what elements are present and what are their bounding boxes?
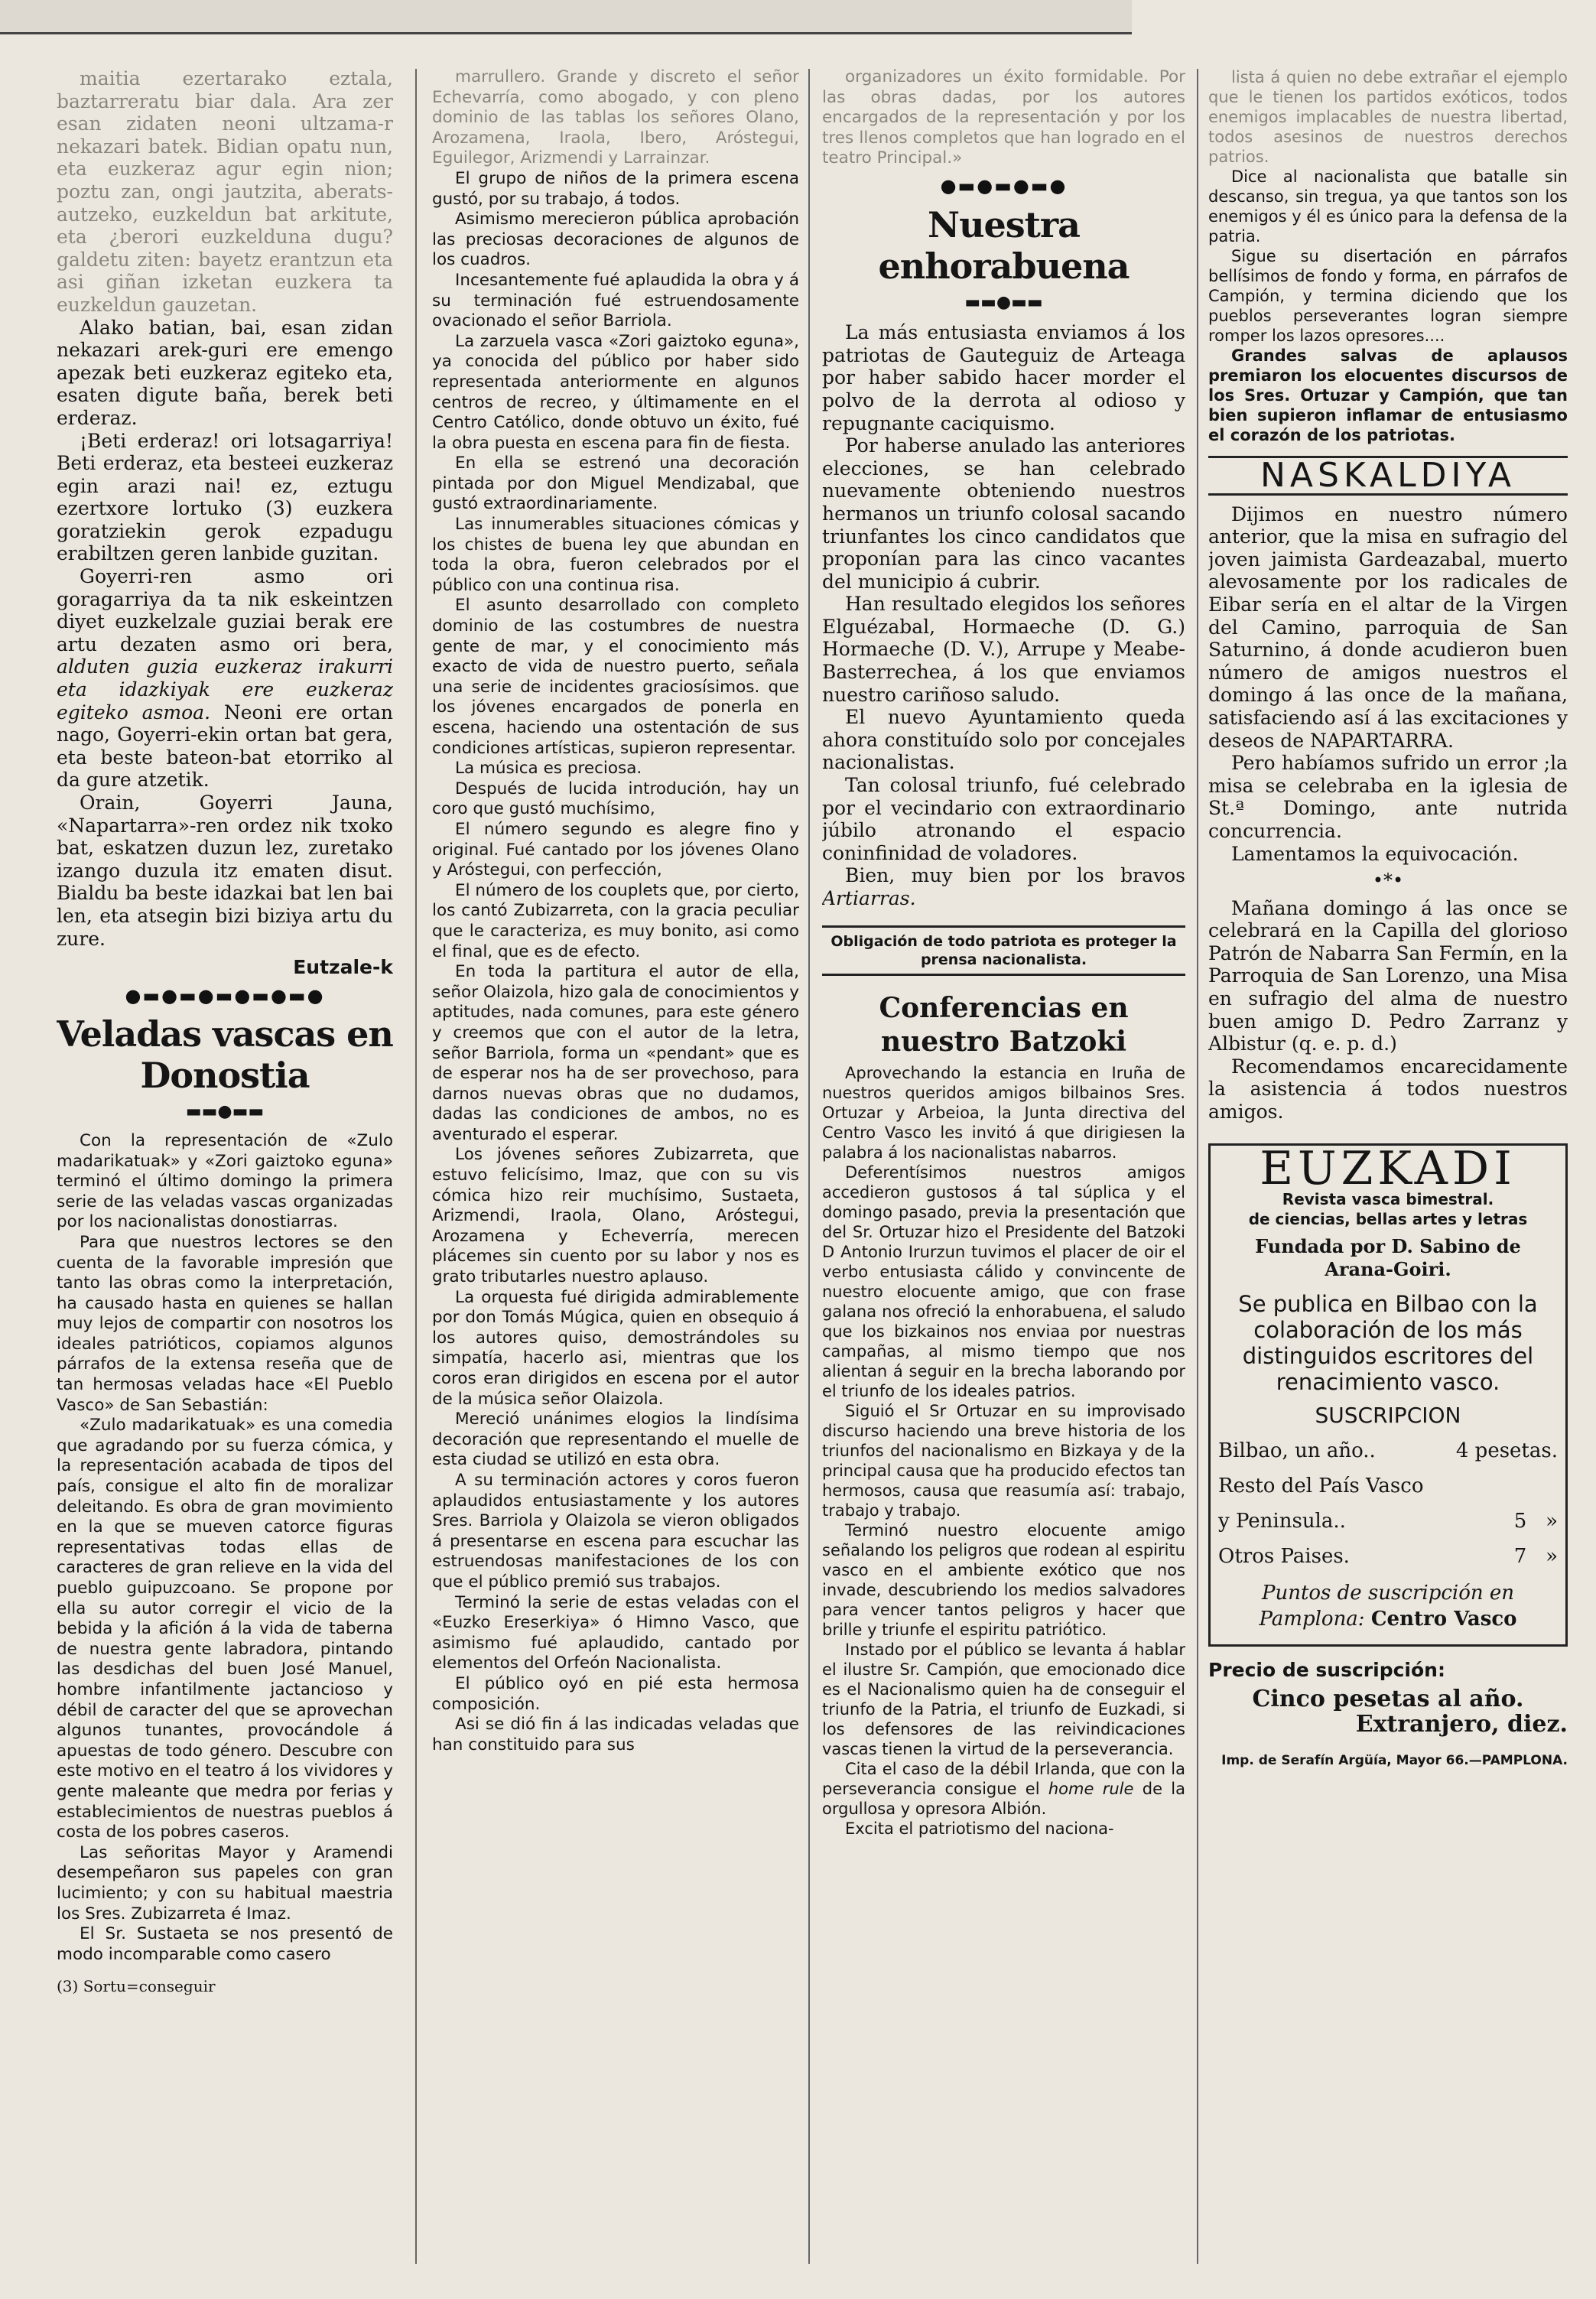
paragraph-text: de la orgullosa y opresora Albión. [822,1779,1185,1818]
italic-text: alduten guzia euzkeraz irakurri eta idazkiyak ere euzkeraz egiteko asmoa. [57,655,393,724]
article-paragraph: marrullero. Grande y discreto el señor Echevarría, como abogado, y con pleno dominio de las tablas los señores Olano, Arozamena, Iraola, Ibero, Aróstegui, Eguilegor, Arizmendi y Larrainzar. [432,67,799,168]
price-place: Otros Paises. [1218,1545,1350,1568]
article-paragraph: El nuevo Ayuntamiento queda ahora constituído solo por concejales nacionalistas. [822,706,1185,774]
article-paragraph: A su terminación actores y coros fueron aplaudidos entusiastamente y los autores Sres. Barriola y Olaizola se vieron obligados á presentarse en escena para escuchar las estruendosas manifestaciones de los con que el público premió sus trabajos. [432,1470,799,1592]
article-paragraph: Después de lucida introdución, hay un coro que gustó muchísimo, [432,779,799,819]
advert-title: EUZKADI [1260,1141,1516,1195]
article-paragraph: Terminó la serie de estas veladas con el «Euzko Ereserkiya» ó Himno Vasco, que asimismo fué aplaudido, cantado por elementos del Orfeón Nacionalista. [432,1592,799,1673]
article-paragraph: Alako batian, bai, esan zidan nekazari arek-guri ere emengo apezak beti euzkeraz egiteko eta, esaten digute baña, berek beti erderaz. [57,316,393,429]
article-paragraph: Sigue su disertación en párrafos bellísimos de fondo y forma, en párrafos de Campión, y termina diciendo que los pueblos perseverantes logran siempre romper los lazos opresores.... [1208,247,1568,345]
advert-subtitle: de ciencias, bellas artes y letras [1248,1210,1528,1229]
article-paragraph: Dijimos en nuestro número anterior, que la misa en sufragio del joven jaimista Gardeazabal, muerto alevosamente por los radicales de Eibar sería en el altar de la Virgen del Camino, parroquia de San Saturnino, á donde acudieron buen número de amigos nuestros el domingo á las once de la mañana, satisfaciendo así á las excitaciones y deseos de NAPARTARRA. [1208,502,1568,752]
article-paragraph: Dice al nacionalista que batalle sin descanso, sin tregua, ya que tantos son los enemigos y él es único para la defensa de la patria. [1208,167,1568,246]
article-paragraph: organizadores un éxito formidable. Por las obras dadas, por los autores encargados de la representación y por los tres llenos completos que han logrado en el teatro Principal.» [822,67,1185,168]
italic-text: home rule [1048,1779,1134,1798]
ornament-small: ▬▬●▬▬ [964,292,1043,312]
advert-suscripcion: SUSCRIPCION [1315,1403,1461,1429]
article-paragraph: Han resultado elegidos los señores Elguézabal, Hormaeche (D. G.) Hormaeche (D. V.), Arrupe y Meabe-Basterrechea, á los que enviamos nuestro cariñoso saludo. [822,593,1185,706]
article-title: Veladas vascas en Donostia [57,1013,393,1097]
article-paragraph: Grandes salvas de aplausos premiaron los elocuentes discursos de los Sres. Ortuzar y Campión, que tan bien supieron inflamar de entusiasmo el corazón de los patriotas. [1208,346,1568,444]
advert-founded: Fundada por D. Sabino de Arana-Goiri. [1255,1235,1521,1280]
article-paragraph: La orquesta fué dirigida admirablemente por don Tomás Múgica, quien en obsequio á los autores quiso, demostrándoles su simpatía, hacerlo asi, mientras que los coros eran dirigidos en escena por el autor de la música señor Olaizola. [432,1287,799,1409]
article-paragraph: La música es preciosa. [455,759,642,779]
article-paragraph: Con la representación de «Zulo madarikatuak» y «Zori gaiztoko eguna» terminó el último domingo la primera serie de las veladas vascas organizadas por los nacionalistas donostiarras. [57,1130,393,1232]
subscription-label: Precio de suscripción: [1208,1659,1445,1681]
notice-box: Obligación de todo patriota es proteger la prensa nacionalista. [822,925,1185,976]
article-paragraph: Siguió el Sr Ortuzar en su improvisado discurso haciendo una breve historia de los triunfos del nacionalismo en Bizkaya y de la principal causa que ha producido efectos tan hermosos, causa que reasumía así: trabajo, trabajo y trabajo. [822,1401,1185,1520]
column-1 [57,67,393,2262]
paragraph-text: Goyerri-ren asmo ori goragarriya da ta nik eskeintzen diyet euzkelzale guziai berak ere artu dezaten asmo ori bera, [57,565,393,655]
article-paragraph: Las innumerables situaciones cómicas y los chistes de buena ley que abundan en toda la obra, fueron celebrados por el público con una continua risa. [432,515,799,595]
article-paragraph: «Zulo madarikatuak» es una comedia que agradando por su fuerza cómica, y la representación acabada de tipos del país, consigue el alto fin de moralizar deleitando. Es obra de gran movimiento en la que se mueven catorce figuras representativas todas ellas de caracteres de gran relieve en la vida del pueblo guipuzcoano. Se propone por ella su autor corregir el vicio de la bebida y la afición á la vida de taberna de nuestra gente labradora, pintando las desdichas del buen José Manuel, hombre infantilmente jactancioso y débil de caracter del que se aprovechan algunos tunantes, provocándole á apuestas de todo género. Descubre con este motivo en el teatro á los vividores y gente maleante que medra por ferias y establecimientos de nuestras pueblos á costa de los pobres caseros. [57,1416,393,1842]
ornament-divider: ●▬●▬●▬● [940,174,1068,197]
article-paragraph: Deferentísimos nuestros amigos accedieron gustosos á tal súplica y el domingo pasado, previa la presentación que del Sr. Ortuzar hizo el Presidente del Batzoki D Antonio Irurzun tuvimos el placer de oir el verbo entusiasta cálido y convincente de nuestro elocuente amigo, que con frase galana nos ofreció la enhorabuena, el saludo que los bizkainos nos enviaa por nuestras campañas, al mismo tiempo que nos alientan á seguir en la brecha laborando por el triunfo de los ideales patrios. [822,1163,1185,1400]
signature: Eutzale-k [293,956,393,979]
article-paragraph: ¡Beti erderaz! ori lotsagarriya! Beti erderaz, eta besteei euzkeraz egin arazi nai! ez, eztugu ezertxore lortuko (3) euzkera goratziekin gerok ezpadugu erabiltzen geren lanbide guzitan. [57,429,393,565]
article-paragraph: En toda la partitura el autor de ella, señor Olaizola, hizo gala de conocimientos y aptitudes, nada comunes, para este género y creemos que con el autor de la letra, señor Barriola, forma un «pendant» que es de esperar nos ha de ser provechoso, para darnos nuevas obras que no dudamos, dadas las condiciones de ambos, no es aventurado el esperar. [432,962,799,1144]
article-paragraph: Recomendamos encarecidamente la asistencia á todos nuestros amigos. [1208,1055,1568,1123]
price-amount: 4 pesetas. [1455,1439,1558,1462]
ornament-divider: ●▬●▬●▬●▬●▬● [125,984,325,1006]
subscription-price: Cinco pesetas al año. [1252,1685,1524,1712]
article-paragraph: Orain, Goyerri Jauna, «Napartarra»-ren ordez nik txoko bat, eskatzen duzun lez, zuretako izango duzula itz ematen disut. Bialdu ba beste idazkai bat len bai len, eta atsegin bizi biziya artu du zure. [57,792,393,950]
advert-subtitle: Revista vasca bimestral. [1282,1190,1494,1209]
column-3 [822,67,1185,2262]
article-paragraph: El número segundo es alegre fino y original. Fué cantado por los jóvenes Olano y Aróstegui, con perfección, [432,819,799,880]
paragraph-text: Cita el caso de la débil Irlanda, que con la perseverancia consigue el [822,1759,1185,1798]
article-paragraph: Mereció unánimes elogios la lindísima decoración que representando el muelle de esta ciudad se utilizó en esta obra. [432,1410,799,1470]
article-paragraph: La zarzuela vasca «Zori gaiztoko eguna», ya conocida del público por haber sido representada anteriormente en algunos centros de recreo, y últimamente en el Centro Católico, donde obtuvo un éxito, fué la obra puesta en escena para fin de fiesta. [432,331,799,453]
article-paragraph: Los jóvenes señores Zubizarreta, que estuvo felicísimo, Imaz, que con su vis cómica hizo reir muchísimo, Sustaeta, Arizmendi, Iraola, Olano, Aróstegui, Arozamena y Echeverría, merecen plácemes sin cuento por su labor y nos es grato tributarles nuestro aplauso. [432,1145,799,1287]
price-place: y Peninsula.. [1218,1510,1346,1533]
article-paragraph [822,1759,1185,1819]
article-paragraph: Aprovechando la estancia en Iruña de nuestros queridos amigos bilbainos Sres. Ortuzar y Arbeioa, la Junta directiva del Centro Vasco les invitó á que dirigiesen la palabra á los nacionalistas nabarros. [822,1063,1185,1162]
article-paragraph: Terminó nuestro elocuente amigo señalando los peligros que rodean al espiritu vasco en el ambiente exótico que nos invade, descubriendo los medios salvadores para vencer tantos peligros y hacer que brille y triunfe el espiritu patriótico. [822,1520,1185,1639]
article-paragraph: Las señoritas Mayor y Aramendi desempeñaron sus papeles con gran lucimiento; y con su habitual maestria los Sres. Zubizarreta é Imaz. [57,1842,393,1923]
top-edge-strip [0,0,1132,34]
column-rule [1197,69,1198,2264]
article-paragraph: Por haberse anulado las anteriores elecciones, se han celebrado nuevamente obteniendo nuestros hermanos un triunfo colosal sacando triunfantes los cinco candidatos que proponían para las cinco vacantes del municipio á cubrir. [822,434,1185,593]
paragraph-text: Bien, muy bien por los bravos [845,864,1185,887]
price-place: Bilbao, un año.. [1218,1439,1376,1462]
article-paragraph: Mañana domingo á las once se celebrará en la Capilla del glorioso Patrón de Nabarra San Fermín, en la Parroquia de San Lorenzo, una Misa en sufragio del alma de nuestro buen amigo D. Pedro Zarranz y Albistur (q. e. p. d.) [1208,896,1568,1055]
section-title: NASKALDIYA [1208,456,1568,496]
subscription-price-foreign: Extranjero, diez. [1355,1711,1568,1738]
italic-text: Artiarras. [822,887,916,909]
article-title: Conferencias en nuestro Batzoki [879,991,1129,1058]
article-paragraph: maitia ezertarako eztala, baztarreratu biar dala. Ara zer esan zidaten neoni ultzama-r nekazari batek. Bidian opatu nun, eta euzkeraz agur egin nion; poztu zan, ongi jautzita, aberats-autzeko, euzkeldun bat arkitute, eta ¿berori euzkelduna dugu? galdetu ziten: bayetz erantzun eta asi giñan izketan euzkera ta euzkeldun gauzetan. [57,67,393,316]
article-paragraph: El Sr. Sustaeta se nos presentó de modo incomparable como casero [57,1924,393,1964]
article-paragraph: Tan colosal triunfo, fué celebrado por el vecindario con extraordinario júbilo atronando el espacio coninfinidad de voladores. [822,774,1185,864]
euzkadi-advert [1208,1143,1568,1647]
article-paragraph: El grupo de niños de la primera escena gustó, por su trabajo, á todos. [432,168,799,209]
article-paragraph: Asi se dió fin á las indicadas veladas que han constituido para sus [432,1715,799,1754]
article-paragraph: Pero habíamos sufrido un error ;la misa se celebraba en la iglesia de St.ª Domingo, ante nutrida concurrencia. [1208,752,1568,842]
price-row [1218,1468,1558,1504]
article-paragraph: El número de los couplets que, por cierto, los cantó Zubizarreta, con la gracia peculiar que le caracteriza, es muy bonito, asi como el final, que es de efecto. [432,880,799,961]
column-rule [415,69,417,2264]
price-amount: 5 » [1513,1510,1558,1533]
article-paragraph: Lamentamos la equivocación. [1231,842,1519,865]
column-2 [432,67,799,2262]
article-paragraph: La más entusiasta enviamos á los patriotas de Gauteguiz de Arteaga por haber sabido hacer morder el polvo de la derrota al odioso y repugnante caciquismo. [822,321,1185,434]
price-row [1218,1433,1558,1468]
article-paragraph: Excita el patriotismo del naciona- [845,1819,1114,1838]
price-place: Resto del País Vasco [1218,1475,1424,1497]
article-paragraph [57,565,393,792]
price-amount: 7 » [1513,1545,1558,1568]
article-paragraph: Incesantemente fué aplaudida la obra y á su terminación fué estruendosamente ovacionado el señor Barriola. [432,270,799,331]
article-paragraph: El asunto desarrollado con completo dominio de las costumbres de nuestra gente de mar, y el conocimiento más exacto de vida de nuestro puerto, señala una serie de incidentes graciosísimos. que los jóvenes encargados de ponerla en escena, haciendo una ostentación de sus condiciones artísticas, supieron representar. [432,596,799,758]
article-paragraph: Para que nuestros lectores se den cuenta de la favorable impresión que tanto las obras como la interpretación, ha causado hasta en quienes se hallan muy lejos de compartir con nosotros los ideales patrióticos, copiamos algunos párrafos de la extensa reseña que de tan hermosas veladas hace «El Pueblo Vasco» de San Sebastián: [57,1232,393,1415]
article-paragraph [822,864,1185,909]
column-rule [808,69,810,2264]
dots-divider: •*• [1372,870,1404,892]
article-paragraph: Asimismo merecieron pública aprobación las preciosas decoraciones de algunos de los cuadros. [432,210,799,270]
article-paragraph: lista á quien no debe extrañar el ejemplo que le tienen los partidos exóticos, todos enemigos implacables de nuestra libertad, todos asesinos de nuestros derechos patrios. [1208,68,1568,166]
paragraph-text: Neoni ere ortan nago, Goyerri-ekin ortan bat gera, eta beste bateon-bat etorriko al da gure atzetik. [57,701,393,792]
advert-places: Puntos de suscripción en Pamplona: Centro Vasco [1259,1582,1517,1631]
article-paragraph: Instado por el público se levanta á hablar el ilustre Sr. Campión, que emocionado dice es el Nacionalismo quien ha de conseguir el triunfo de la Patria, el triunfo de Euzkadi, si los defensores de las reivindicaciones vascas tienen la virtud de la perseverancia. [822,1640,1185,1758]
column-4 [1208,67,1568,2262]
price-row [1218,1539,1558,1574]
advert-description: Se publica en Bilbao con la colaboración de los más distinguidos escritores del renacimiento vasco. [1238,1291,1538,1396]
article-title: Nuestra enhorabuena [878,203,1130,287]
article-paragraph: El público oyó en pié esta hermosa composición. [432,1673,799,1714]
price-row [1218,1504,1558,1539]
printer-imprint: Imp. de Serafín Argüía, Mayor 66.—PAMPLONA. [1221,1752,1568,1768]
article-paragraph: En ella se estrenó una decoración pintada por don Miguel Mendizabal, que gustó extraordinariamente. [432,454,799,514]
ornament-small: ▬▬●▬▬ [185,1102,265,1122]
footnote: (3) Sortu=conseguir [57,1977,216,1996]
